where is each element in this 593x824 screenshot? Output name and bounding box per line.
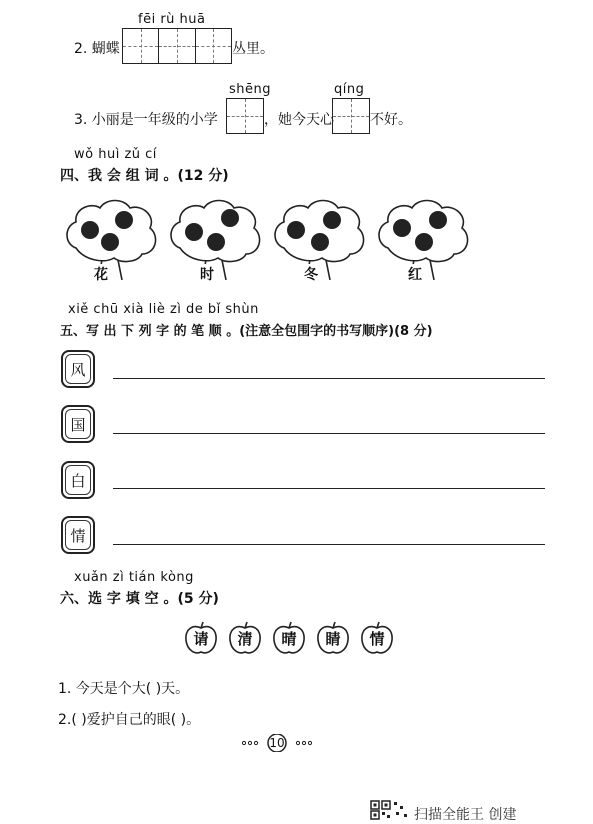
s5-title: 五、写 出 下 列 字 的 笔 顺 。(注意全包围字的书写顺序)(8 分): [60, 324, 433, 339]
apple-option: [359, 620, 395, 656]
q3-after: 不好。: [370, 112, 412, 128]
q2-label: 2. 蝴蝶: [74, 41, 120, 57]
tree-char-1: 花: [94, 264, 108, 284]
tree-char-3: 冬: [304, 264, 318, 284]
page-number: 10: [269, 736, 285, 750]
option-char-4: 睛: [325, 630, 341, 648]
option-char-1: 请: [193, 630, 209, 648]
q3-pinyin-1: shēng: [229, 82, 272, 97]
qr-code-icon: [370, 800, 410, 820]
option-char-3: 晴: [281, 630, 297, 648]
stroke-char-2: 国: [70, 415, 86, 434]
apple-option: [315, 620, 351, 656]
option-char-5: 情: [369, 630, 385, 648]
q3-pinyin-2: qíng: [334, 82, 365, 97]
stroke-order-line[interactable]: [113, 544, 545, 545]
s6-title: 六、选 字 填 空 。(5 分): [60, 591, 219, 607]
apple-option: [227, 620, 263, 656]
stroke-char-1: 风: [70, 360, 86, 379]
q3-middle: ，她今天心: [264, 112, 334, 128]
apple-tree: [374, 198, 470, 282]
apple-tree: [270, 198, 366, 282]
s5-pinyin: xiě chū xià liè zì de bǐ shùn: [68, 302, 259, 317]
stroke-char-4: 情: [70, 526, 86, 545]
option-char-2: 清: [237, 630, 253, 648]
char-frame: [61, 516, 95, 554]
tree-char-4: 红: [408, 264, 422, 284]
s6-sentence-2[interactable]: 2.( )爱护自己的眼( )。: [58, 712, 201, 728]
char-frame: [61, 461, 95, 499]
stroke-order-line[interactable]: [113, 433, 545, 434]
q3-writing-grid-1[interactable]: [226, 98, 264, 134]
footer-text: 扫描全能王 创建: [414, 807, 517, 823]
char-frame: [61, 350, 95, 388]
q2-pinyin: fēi rù huā: [138, 12, 206, 27]
apple-option: [183, 620, 219, 656]
s6-sentence-1[interactable]: 1. 今天是个大( )天。: [58, 681, 190, 697]
q2-writing-grid[interactable]: [122, 28, 232, 64]
q3-writing-grid-2[interactable]: [332, 98, 370, 134]
char-frame: [61, 405, 95, 443]
apple-tree: [62, 198, 158, 282]
s6-pinyin: xuǎn zì tián kòng: [74, 570, 194, 585]
stroke-order-line[interactable]: [113, 488, 545, 489]
stroke-order-line[interactable]: [113, 378, 545, 379]
apple-option: [271, 620, 307, 656]
apple-tree: [166, 198, 262, 282]
tree-char-2: 时: [200, 264, 214, 284]
stroke-char-3: 白: [70, 471, 86, 490]
s4-pinyin: wǒ huì zǔ cí: [74, 147, 157, 162]
q2-after: 丛里。: [232, 41, 274, 57]
s4-title: 四、我 会 组 词 。(12 分): [60, 168, 229, 184]
q3-label: 3. 小丽是一年级的小学: [74, 112, 218, 128]
